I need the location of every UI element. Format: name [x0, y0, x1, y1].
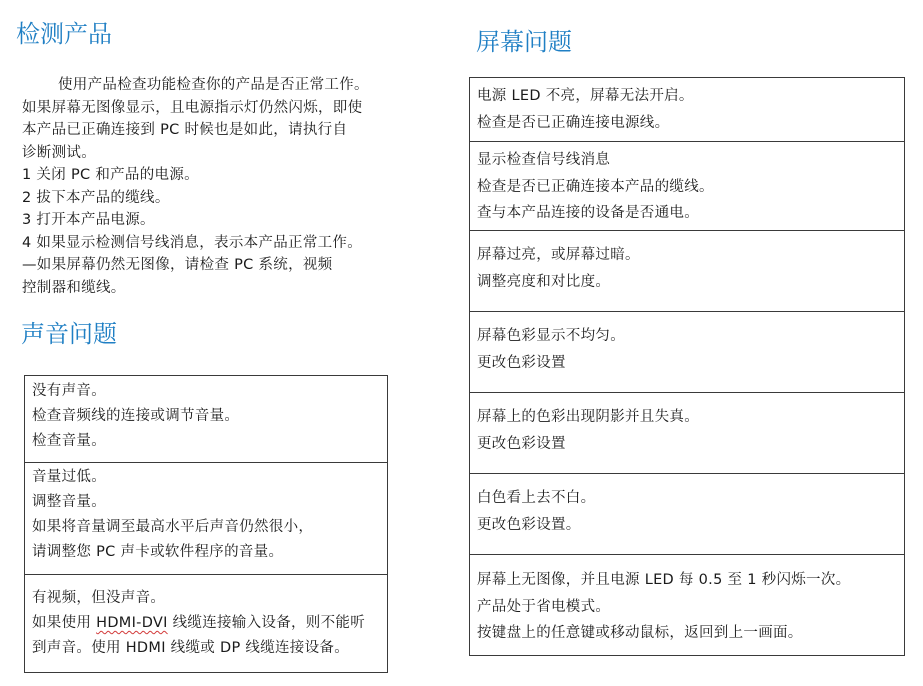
table-row [470, 141, 904, 230]
table-row [470, 230, 904, 311]
intro-line: —如果屏幕仍然无图像，请检查 PC 系统，视频 [22, 257, 333, 273]
problem-text: 屏幕上无图像，并且电源 LED 每 0.5 至 1 秒闪烁一次。 [477, 572, 851, 588]
solution-text: 检查是否已正确连接本产品的缆线。 [477, 178, 714, 195]
solution-text: 检查音量。 [32, 433, 106, 449]
solution-text: 按键盘上的任意键或移动鼠标，返回到上一画面。 [477, 625, 803, 641]
table-row [25, 574, 387, 672]
step-4: 4 如果显示检测信号线消息，表示本产品正常工作。 [22, 234, 363, 251]
step-3: 3 打开本产品电源。 [22, 212, 155, 228]
problem-text: 没有声音。 [32, 383, 106, 399]
step-2: 2 拔下本产品的缆线。 [22, 189, 170, 206]
table-row [25, 376, 387, 462]
table-row [470, 473, 904, 554]
table-row [470, 78, 904, 141]
problem-text: 屏幕过亮，或屏幕过暗。 [477, 247, 640, 263]
solution-text-part: 如果使用 [32, 615, 97, 631]
solution-text: 更改色彩设置 [477, 435, 566, 452]
problem-text: 屏幕上的色彩出现阴影并且失真。 [477, 409, 699, 425]
problem-text: 有视频，但没声音。 [32, 590, 166, 606]
detect-instructions [22, 74, 422, 299]
problem-text: 音量过低。 [32, 469, 106, 485]
screen-problems-table [469, 77, 905, 656]
sound-problems-table [24, 375, 388, 673]
problem-text: 显示检查信号线消息 [477, 152, 611, 168]
detect-product-heading: 检测产品 [16, 20, 112, 48]
solution-text: 更改色彩设置 [477, 354, 566, 371]
problem-text: 白色看上去不白。 [477, 490, 596, 506]
solution-text: 调整亮度和对比度。 [477, 273, 611, 290]
solution-text [32, 611, 387, 636]
solution-text: 到声音。使用 HDMI 线缆或 DP 线缆连接设备。 [32, 640, 349, 656]
problem-text: 屏幕色彩显示不均匀。 [477, 328, 625, 344]
step-1: 1 关闭 PC 和产品的电源。 [22, 167, 199, 183]
screen-problems-heading: 屏幕问题 [476, 28, 572, 56]
spellcheck-flagged-word: HDMI-DVI [96, 615, 168, 631]
table-row [470, 311, 904, 392]
table-row [25, 462, 387, 574]
solution-text: 更改色彩设置。 [477, 516, 581, 533]
solution-text: 产品处于省电模式。 [477, 598, 611, 615]
intro-line: 控制器和缆线。 [22, 279, 126, 296]
table-row [470, 554, 904, 655]
sound-problems-heading: 声音问题 [21, 320, 117, 348]
solution-text: 请调整您 PC 声卡或软件程序的音量。 [32, 544, 284, 560]
problem-text: 电源 LED 不亮，屏幕无法开启。 [477, 88, 694, 104]
intro-line: 如果屏幕无图像显示，且电源指示灯仍然闪烁，即使 [22, 99, 363, 116]
intro-line: 本产品已正确连接到 PC 时候也是如此，请执行自 [22, 122, 348, 138]
solution-text: 调整音量。 [32, 494, 106, 510]
solution-text-part: 线缆连接输入设备，则不能听 [167, 615, 366, 631]
intro-line: 诊断测试。 [22, 144, 96, 161]
intro-line: 使用产品检查功能检查你的产品是否正常工作。 [58, 77, 369, 93]
solution-text: 检查音频线的连接或调节音量。 [32, 408, 240, 424]
solution-text: 查与本产品连接的设备是否通电。 [477, 205, 699, 221]
solution-text: 如果将音量调至最高水平后声音仍然很小， [32, 519, 314, 535]
solution-text: 检查是否已正确连接电源线。 [477, 114, 670, 131]
table-row [470, 392, 904, 473]
